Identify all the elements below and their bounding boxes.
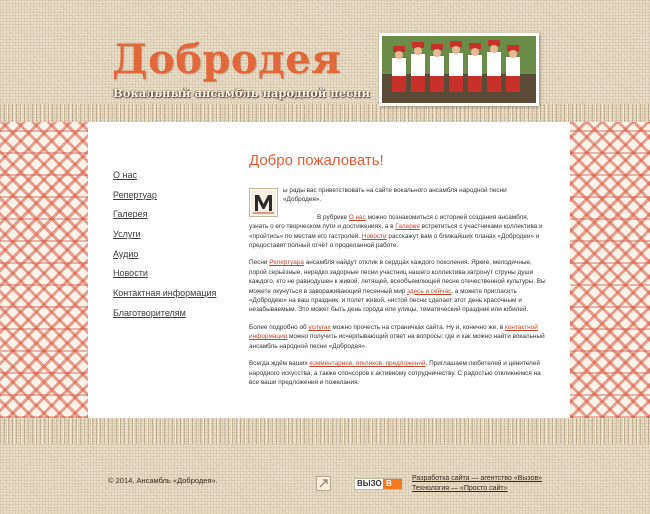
text-fragment: . Приглашаем любителей и ценителей народного искусства, а также спонсоров к активному сотрудничеству. С радостью откликнемся на все ваши предложения и пожелания. [249,360,541,386]
text-fragment: можно получить исчерпывающий ответ на вопросы: где и как можно найти вокальный ансамбль народной песни «Добродея». [249,333,545,350]
text-fragment: Песни [249,259,270,267]
text-fragment: Более подробно об [249,323,309,331]
header-photo [379,33,539,106]
text-fragment: В рубрике [317,213,349,221]
site-title[interactable]: Добродея [112,36,342,83]
drop-cap-m-icon [249,188,278,217]
article [249,152,546,395]
nav-item-about[interactable]: О нас [113,170,137,180]
news-link[interactable]: Новости [361,232,387,240]
audio-link[interactable]: здесь и сейчас [407,287,452,295]
feedback-link[interactable]: комментариев, откликов, предложений [309,360,426,368]
embroidery-band-right [570,122,650,418]
text-fragment: ансамбля найдут отклик в сердцах каждого поколения. Яркие, мелодичные, порой серьёзные, нередко задорные песни участниц нашего коллектива затронут струны души каждого, кто не равнодушен к живой, летящей, всеобъемлющей песне отечественной культуры. Вы можете окунуться в завораживающий песенный мир [249,259,546,295]
text-fragment: расскажут вам о ближайших планах «Добродеи» и предоставят полный отчёт о проделанной работе. [249,232,540,250]
repertoire-link[interactable]: Репертуара [269,259,304,267]
site-subtitle: Вокальный ансамбль народной песни [113,86,370,100]
about-paragraph [249,213,546,251]
embroidery-band-left [0,122,88,418]
page-title: Добро пожаловать! [249,152,384,169]
external-link-icon[interactable] [316,476,331,491]
repertoire-paragraph [249,258,546,314]
services-paragraph [249,323,546,351]
text-fragment: можно познакомиться с историей создания ансамбля, узнать о его творческом пути и достижениях, а в [249,213,529,231]
nav-item-gallery[interactable]: Галерея [113,209,148,220]
nav-item-audio[interactable]: Аудио [113,248,139,259]
services-link[interactable]: услугах [308,323,331,331]
footer-copyright: © 2014, Ансамбль «Добродея». [108,476,218,485]
main-navigation [113,169,223,327]
nav-item-services[interactable]: Услуги [113,229,141,240]
nav-item-news[interactable]: Новости [113,268,148,279]
nav-item-donors[interactable]: Благотворителям [113,307,186,318]
vyzov-logo-letter: В [386,479,392,488]
main-content-panel [88,122,570,418]
intro-paragraph [249,186,546,205]
ensemble-photo-icon [382,36,536,103]
technology-credit-link[interactable]: Технология — «Просто сайт» [412,485,508,492]
intro-text: ы рады вас приветствовать на сайте вокального ансамбля народной песни «Добродея». [283,187,507,204]
contacts-link[interactable]: контактной информации [249,323,538,341]
vyzov-logo-accent [383,479,402,489]
bottom-fringe [0,418,650,444]
text-fragment: можно прочесть на страничках сайта. Ну и, конечно же, в [330,323,505,331]
feedback-paragraph [249,359,546,387]
text-fragment: встретиться с участниками коллектива и «пройтись» по местам его гастролей. [249,223,543,240]
developer-credit-link[interactable]: Разработка сайта — агентство «Вызов» [412,475,543,482]
gallery-link[interactable]: Галерее [395,223,420,231]
vyzov-agency-logo[interactable] [354,478,402,490]
text-fragment: Всегда ждём ваших [249,360,310,368]
text-fragment: , а можете пригласить «Добродею» на ваш праздник, и полет живой, чистой песни сделает этот день красочным и незабываемым. Это может быть день города или улицы, тематический праздник или юбилей. [249,287,529,314]
vyzov-logo-text: ВЫЗО [357,479,382,488]
nav-item-repertoire[interactable]: Репертуар [113,189,157,200]
nav-item-contacts[interactable]: Контактная информация [113,288,217,299]
footer-credits [412,474,542,494]
about-link[interactable]: О нас [348,213,366,221]
